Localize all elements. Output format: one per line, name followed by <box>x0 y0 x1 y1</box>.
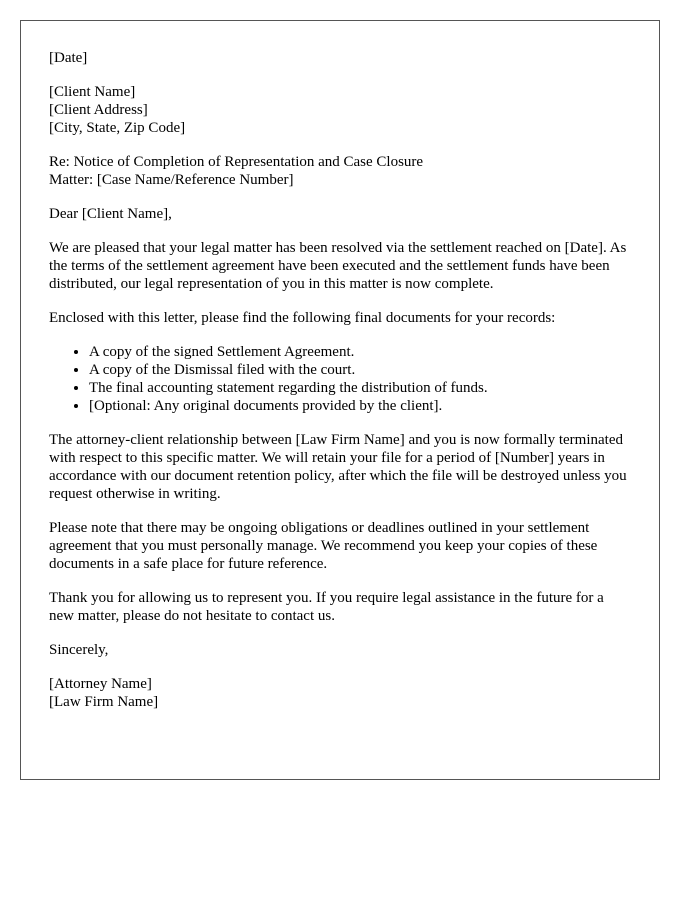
list-item: • A copy of the Dismissal filed with the court. <box>89 361 631 379</box>
list-item: • The final accounting statement regarding the distribution of funds. <box>89 379 631 397</box>
salutation: Dear [Client Name], <box>49 206 172 222</box>
subject-re-line: Re: Notice of Completion of Representation and Case Closure <box>49 154 424 170</box>
body-paragraph-3 <box>49 431 631 503</box>
closing-block <box>49 641 631 659</box>
letter-document <box>20 20 660 780</box>
body-paragraph-1 <box>49 239 631 293</box>
enclosures-list <box>49 343 631 415</box>
subject-matter-line: Matter: [Case Name/Reference Number] <box>49 172 294 188</box>
paragraph-enclosures-intro: Enclosed with this letter, please find the following final documents for your records: <box>49 310 556 326</box>
body-paragraph-5 <box>49 589 631 625</box>
body-paragraph-4 <box>49 519 631 573</box>
body-paragraph-2 <box>49 309 631 327</box>
subject-block <box>49 153 631 189</box>
closing: Sincerely, <box>49 642 109 658</box>
signature-block <box>49 675 631 711</box>
list-item: • [Optional: Any original documents provided by the client]. <box>89 397 631 415</box>
paragraph-thank-you: Thank you for allowing us to represent you. If you require legal assistance in the future for a new matter, please do not hesitate to contact us. <box>49 590 604 624</box>
paragraph-relationship-terminated: The attorney-client relationship between [Law Firm Name] and you is now formally terminated with respect to this specific matter. We will retain your file for a period of [Number] years in accordance with our document retention policy, after which the file will be destroyed unless you request otherwise in writing. <box>49 432 627 502</box>
letter-date: [Date] <box>49 50 88 66</box>
paragraph-settlement-resolved: We are pleased that your legal matter has been resolved via the settlement reached on [Date]. As the terms of the settlement agreement have been executed and the settlement funds have been distributed, our legal representation of you in this matter is now complete. <box>49 240 627 292</box>
recipient-name: [Client Name] <box>49 84 136 100</box>
list-item: • A copy of the signed Settlement Agreement. <box>89 343 631 361</box>
signature-firm-name: [Law Firm Name] <box>49 694 159 710</box>
recipient-address: [Client Address] <box>49 102 148 118</box>
paragraph-ongoing-obligations: Please note that there may be ongoing obligations or deadlines outlined in your settlement agreement that you must personally manage. We recommend you keep your copies of these documents in a safe place for future reference. <box>49 520 598 572</box>
letter-date-block <box>49 49 631 67</box>
recipient-city-state-zip: [City, State, Zip Code] <box>49 120 186 136</box>
recipient-address-block <box>49 83 631 137</box>
signature-attorney-name: [Attorney Name] <box>49 676 152 692</box>
salutation-block <box>49 205 631 223</box>
